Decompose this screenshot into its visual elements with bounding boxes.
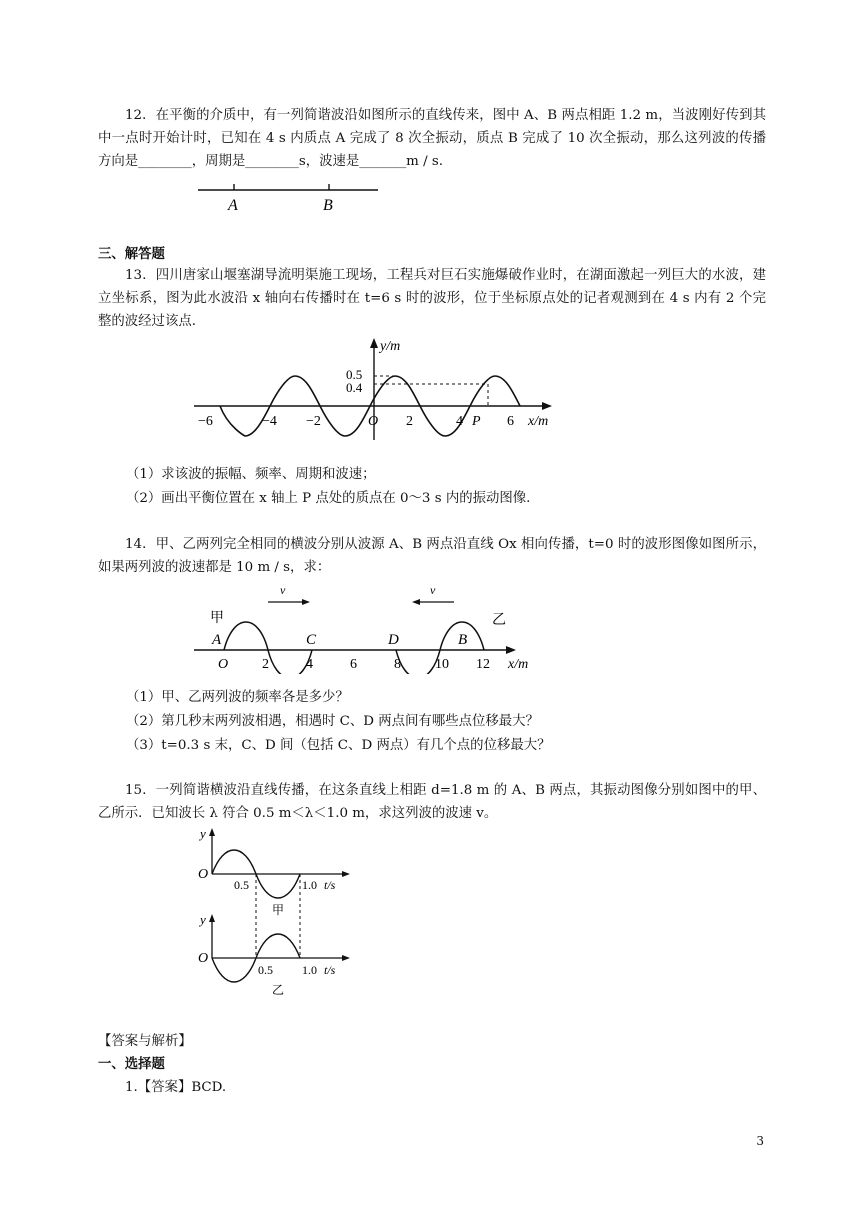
svg-text:y/m: y/m [380, 339, 401, 354]
section-heading-3: 三、解答题 [98, 247, 165, 262]
svg-text:8: 8 [394, 657, 401, 672]
svg-text:t/s: t/s [324, 878, 336, 892]
svg-text:P: P [472, 414, 481, 429]
answer-1: 1.【答案】BCD. [125, 1080, 227, 1095]
label-b: B [323, 197, 333, 214]
svg-text:D: D [388, 632, 399, 648]
svg-text:A: A [212, 632, 222, 648]
svg-text:1.0: 1.0 [302, 963, 317, 977]
answers-title: 【答案与解析】 [98, 1034, 192, 1049]
question-13-sub2: （2）画出平衡位置在 x 轴上 P 点处的质点在 0～3 s 内的振动图像. [126, 491, 531, 506]
question-12-text: 12．在平衡的介质中，有一列简谐波沿如图所示的直线传来，图中 A、B 两点相距 1.2 m，当波刚好传到其中一点时开始计时，已知在 4 s 内质点 A 完成了 8 次全振动，质点 B 完成了 10 次全振动，那么这列波的传播方向是________，周期是________s，波速是_______m / s. [98, 108, 766, 169]
svg-text:0.4: 0.4 [346, 380, 363, 395]
svg-text:O: O [218, 657, 229, 672]
question-14-text: 14．甲、乙两列完全相同的横波分别从波源 A、B 两点沿直线 Ox 相向传播，t=0 时的波形图像如图所示，如果两列波的波速都是 10 m / s，求： [98, 537, 766, 575]
svg-text:6: 6 [507, 414, 514, 429]
section-heading-1: 一、选择题 [98, 1057, 165, 1072]
question-14-sub1: （1）甲、乙两列波的频率各是多少？ [126, 690, 349, 705]
svg-text:y: y [200, 826, 206, 841]
svg-text:y: y [200, 912, 206, 927]
question-14-sub2: （2）第几秒末两列波相遇，相遇时 C、D 两点间有哪些点位移最大？ [126, 714, 539, 729]
question-13-text: 13．四川唐家山堰塞湖导流明渠施工现场，工程兵对巨石实施爆破作业时，在湖面激起一列巨大的水波，建立坐标系，图为此水波沿 x 轴向右传播时在 t=6 s 时的波形，位于坐标原点处的记者观测到在 4 s 内有 2 个完整的波经过该点. [98, 268, 766, 329]
svg-text:0.5: 0.5 [346, 367, 363, 382]
svg-text:4: 4 [456, 414, 463, 429]
page-number: 3 [756, 1134, 764, 1148]
svg-text:t/s: t/s [324, 963, 336, 977]
figure-wave-q13 [190, 336, 570, 446]
figure-line-ab [190, 180, 390, 216]
question-13-sub1: （1）求该波的振幅、频率、周期和波速； [126, 467, 376, 482]
question-15-text: 15．一列简谐横波沿直线传播，在这条直线上相距 d=1.8 m 的 A、B 两点，其振动图像分别如图中的甲、乙所示．已知波长 λ 符合 0.5 m＜λ＜1.0 m，求这列波的波速 v。 [98, 783, 766, 821]
svg-text:4: 4 [306, 657, 313, 672]
svg-text:x/m: x/m [528, 414, 549, 429]
question-14-sub3: （3）t=0.3 s 末，C、D 间（包括 C、D 两点）有几个点的位移最大？ [126, 738, 551, 753]
svg-text:−2: −2 [306, 414, 321, 429]
label-a: A [228, 197, 238, 214]
svg-text:B: B [458, 632, 468, 648]
svg-text:10: 10 [435, 657, 449, 672]
svg-text:12: 12 [476, 657, 490, 672]
svg-text:2: 2 [262, 657, 269, 672]
svg-text:0.5: 0.5 [234, 878, 249, 892]
svg-text:v: v [280, 583, 286, 597]
svg-text:甲: 甲 [210, 611, 224, 626]
svg-text:v: v [430, 583, 436, 597]
svg-text:−4: −4 [262, 414, 277, 429]
svg-text:6: 6 [350, 657, 357, 672]
svg-text:0.5: 0.5 [258, 963, 273, 977]
svg-text:乙: 乙 [272, 983, 285, 997]
svg-text:2: 2 [406, 414, 413, 429]
svg-text:x/m: x/m [508, 657, 529, 672]
svg-text:C: C [306, 632, 317, 648]
svg-text:O: O [368, 414, 379, 429]
svg-text:O: O [198, 867, 209, 882]
svg-text:乙: 乙 [492, 613, 506, 628]
svg-text:1.0: 1.0 [302, 878, 317, 892]
figure-vibration-q15 [196, 826, 366, 998]
svg-text:甲: 甲 [272, 903, 285, 917]
svg-text:−6: −6 [198, 414, 213, 429]
svg-text:O: O [198, 951, 209, 966]
figure-two-waves-q14 [190, 582, 550, 674]
